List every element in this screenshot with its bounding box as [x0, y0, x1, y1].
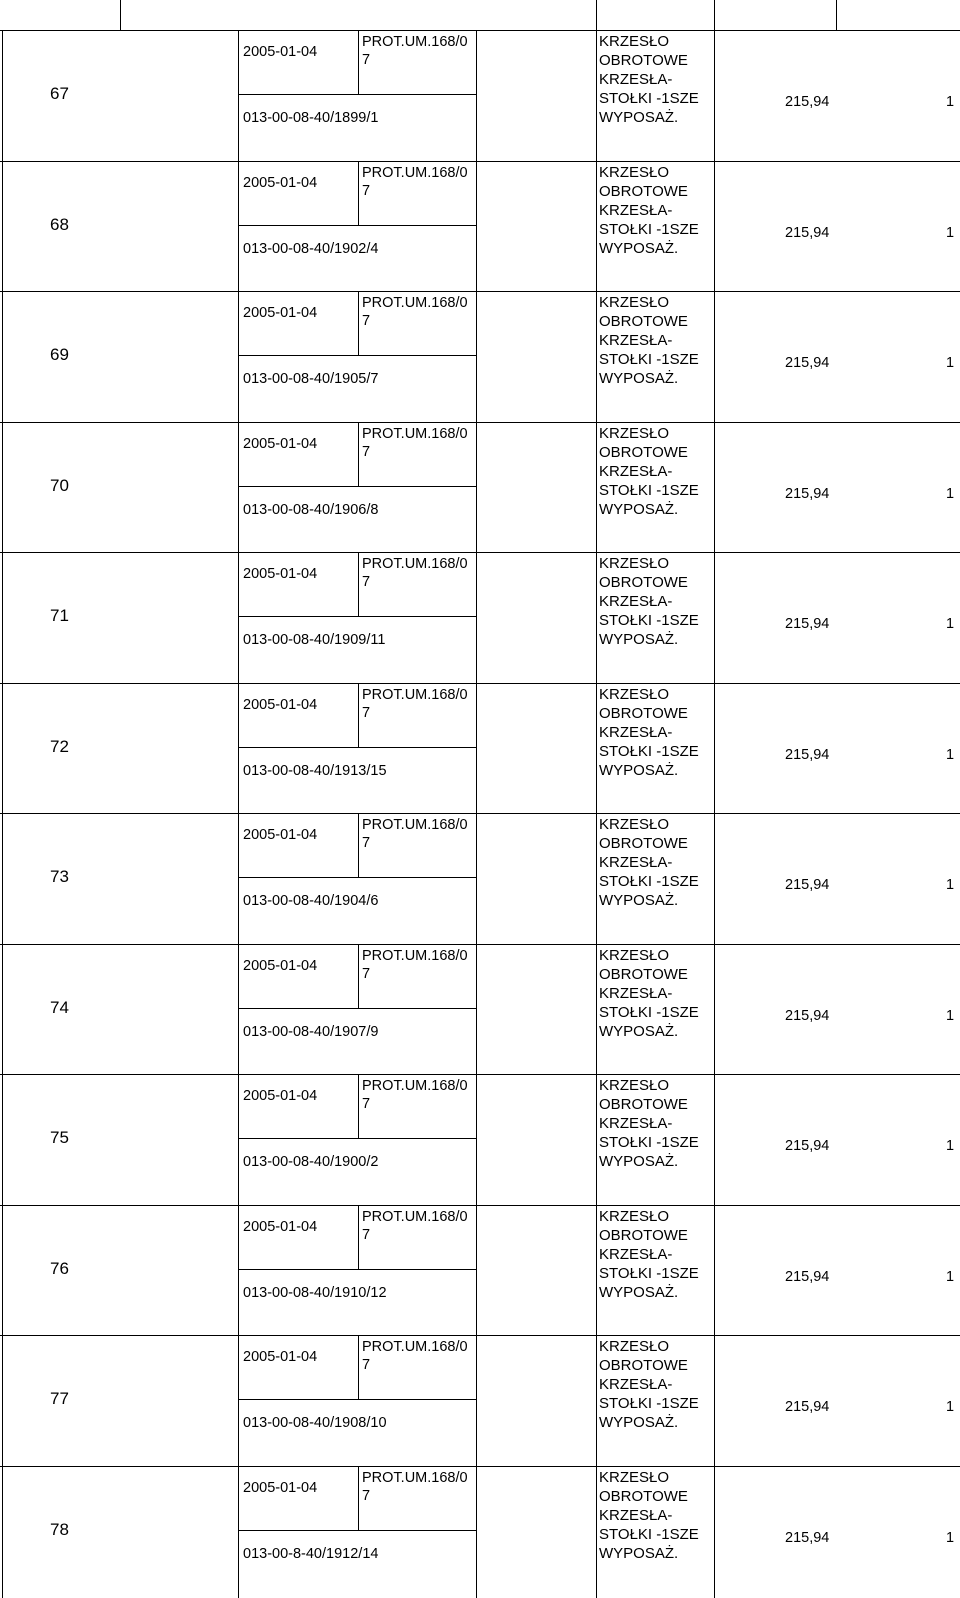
description-line: KRZESŁA- — [599, 71, 673, 88]
description-line: KRZESŁO — [599, 686, 670, 703]
column-divider — [714, 30, 715, 162]
price-cell: 215,94 — [785, 616, 830, 632]
protocol-line-2: 7 — [362, 183, 371, 199]
date-cell: 2005-01-04 — [243, 436, 318, 452]
row-border — [0, 422, 960, 423]
column-divider — [476, 1335, 477, 1467]
column-divider — [238, 944, 239, 1076]
row-border — [0, 552, 960, 553]
inner-divider — [238, 1138, 477, 1139]
date-cell: 2005-01-04 — [243, 305, 318, 321]
price-cell: 215,94 — [785, 1269, 830, 1285]
row-number: 76 — [50, 1259, 69, 1278]
description-line: OBROTOWE — [599, 444, 688, 461]
row-border — [0, 1466, 960, 1467]
protocol-line-2: 7 — [362, 705, 371, 721]
description-line: WYPOSAŻ. — [599, 1545, 679, 1562]
description-line: WYPOSAŻ. — [599, 370, 679, 387]
column-divider — [2, 813, 3, 945]
column-divider — [358, 161, 359, 225]
price-cell: 215,94 — [785, 747, 830, 763]
inner-divider — [238, 94, 477, 95]
column-divider — [238, 291, 239, 423]
column-divider — [596, 944, 597, 1076]
quantity-cell: 1 — [946, 616, 955, 632]
date-cell: 2005-01-04 — [243, 958, 318, 974]
inventory-number: 013-00-08-40/1904/6 — [243, 893, 379, 909]
inventory-number: 013-00-08-40/1913/15 — [243, 763, 387, 779]
column-divider — [714, 422, 715, 554]
description-line: OBROTOWE — [599, 1227, 688, 1244]
description-line: KRZESŁA- — [599, 1246, 673, 1263]
description-line: STOŁKI -1SZE — [599, 1265, 699, 1282]
description-line: KRZESŁA- — [599, 1507, 673, 1524]
column-divider — [238, 161, 239, 293]
column-divider — [2, 1335, 3, 1467]
column-divider — [238, 683, 239, 815]
inner-divider — [238, 877, 477, 878]
quantity-cell: 1 — [946, 1530, 955, 1546]
column-divider — [714, 1205, 715, 1337]
column-divider — [358, 291, 359, 355]
date-cell: 2005-01-04 — [243, 1219, 318, 1235]
description-line: WYPOSAŻ. — [599, 1153, 679, 1170]
description-line: STOŁKI -1SZE — [599, 1526, 699, 1543]
description-line: KRZESŁO — [599, 1077, 670, 1094]
description-line: KRZESŁO — [599, 816, 670, 833]
inner-divider — [238, 355, 477, 356]
quantity-cell: 1 — [946, 355, 955, 371]
inner-divider — [238, 747, 477, 748]
column-divider — [476, 422, 477, 554]
inventory-number: 013-00-08-40/1910/12 — [243, 1285, 387, 1301]
column-divider — [2, 944, 3, 1076]
inventory-number: 013-00-08-40/1906/8 — [243, 502, 379, 518]
column-divider — [2, 552, 3, 684]
price-cell: 215,94 — [785, 94, 830, 110]
column-divider — [476, 1466, 477, 1598]
column-divider — [714, 1335, 715, 1467]
inner-divider — [238, 1269, 477, 1270]
description-line: KRZESŁA- — [599, 985, 673, 1002]
description-line: WYPOSAŻ. — [599, 1414, 679, 1431]
column-divider — [238, 1074, 239, 1206]
column-divider — [2, 161, 3, 293]
column-divider — [238, 30, 239, 162]
column-divider — [238, 1335, 239, 1467]
column-divider — [596, 1074, 597, 1206]
column-divider — [358, 1205, 359, 1269]
description-line: STOŁKI -1SZE — [599, 351, 699, 368]
header-divider — [714, 0, 715, 30]
column-divider — [476, 291, 477, 423]
column-divider — [596, 30, 597, 162]
column-divider — [596, 291, 597, 423]
description-line: KRZESŁA- — [599, 1376, 673, 1393]
description-line: KRZESŁO — [599, 555, 670, 572]
column-divider — [596, 1205, 597, 1337]
column-divider — [714, 161, 715, 293]
description-line: KRZESŁO — [599, 1338, 670, 1355]
description-line: STOŁKI -1SZE — [599, 482, 699, 499]
column-divider — [238, 422, 239, 554]
header-divider — [596, 0, 597, 30]
row-number: 72 — [50, 737, 69, 756]
column-divider — [2, 683, 3, 815]
description-line: KRZESŁO — [599, 164, 670, 181]
row-number: 77 — [50, 1389, 69, 1408]
row-number: 75 — [50, 1128, 69, 1147]
column-divider — [358, 30, 359, 94]
description-line: STOŁKI -1SZE — [599, 221, 699, 238]
row-number: 71 — [50, 606, 69, 625]
protocol-line-2: 7 — [362, 1096, 371, 1112]
description-line: OBROTOWE — [599, 966, 688, 983]
description-line: STOŁKI -1SZE — [599, 612, 699, 629]
description-line: WYPOSAŻ. — [599, 240, 679, 257]
quantity-cell: 1 — [946, 225, 955, 241]
column-divider — [596, 1335, 597, 1467]
description-line: OBROTOWE — [599, 835, 688, 852]
inner-divider — [238, 1530, 477, 1531]
quantity-cell: 1 — [946, 877, 955, 893]
column-divider — [596, 683, 597, 815]
protocol-line-1: PROT.UM.168/0 — [362, 1209, 468, 1225]
column-divider — [476, 161, 477, 293]
row-number: 74 — [50, 998, 69, 1017]
row-border — [0, 683, 960, 684]
description-line: WYPOSAŻ. — [599, 501, 679, 518]
protocol-line-2: 7 — [362, 444, 371, 460]
column-divider — [596, 422, 597, 554]
description-line: KRZESŁO — [599, 294, 670, 311]
protocol-line-2: 7 — [362, 574, 371, 590]
protocol-line-2: 7 — [362, 1488, 371, 1504]
column-divider — [714, 813, 715, 945]
description-line: KRZESŁA- — [599, 202, 673, 219]
description-line: STOŁKI -1SZE — [599, 743, 699, 760]
description-line: OBROTOWE — [599, 183, 688, 200]
protocol-line-2: 7 — [362, 835, 371, 851]
column-divider — [238, 1205, 239, 1337]
description-line: STOŁKI -1SZE — [599, 1395, 699, 1412]
column-divider — [358, 683, 359, 747]
price-cell: 215,94 — [785, 1008, 830, 1024]
description-line: STOŁKI -1SZE — [599, 1004, 699, 1021]
description-line: OBROTOWE — [599, 1357, 688, 1374]
date-cell: 2005-01-04 — [243, 1480, 318, 1496]
column-divider — [714, 683, 715, 815]
quantity-cell: 1 — [946, 1269, 955, 1285]
description-line: KRZESŁO — [599, 947, 670, 964]
column-divider — [2, 30, 3, 162]
description-line: WYPOSAŻ. — [599, 631, 679, 648]
price-cell: 215,94 — [785, 1399, 830, 1415]
row-number: 78 — [50, 1520, 69, 1539]
protocol-line-1: PROT.UM.168/0 — [362, 34, 468, 50]
inventory-number: 013-00-08-40/1899/1 — [243, 110, 379, 126]
inner-divider — [238, 486, 477, 487]
protocol-line-1: PROT.UM.168/0 — [362, 165, 468, 181]
column-divider — [476, 30, 477, 162]
column-divider — [476, 552, 477, 684]
date-cell: 2005-01-04 — [243, 1349, 318, 1365]
column-divider — [714, 944, 715, 1076]
description-line: KRZESŁA- — [599, 463, 673, 480]
price-cell: 215,94 — [785, 486, 830, 502]
column-divider — [358, 422, 359, 486]
row-border — [0, 291, 960, 292]
column-divider — [2, 291, 3, 423]
header-divider — [120, 0, 121, 30]
description-line: STOŁKI -1SZE — [599, 1134, 699, 1151]
description-line: STOŁKI -1SZE — [599, 90, 699, 107]
row-number: 70 — [50, 476, 69, 495]
description-line: OBROTOWE — [599, 574, 688, 591]
row-border — [0, 944, 960, 945]
row-border — [0, 161, 960, 162]
row-border — [0, 1335, 960, 1336]
row-border — [0, 1205, 960, 1206]
inventory-number: 013-00-08-40/1907/9 — [243, 1024, 379, 1040]
inner-divider — [238, 1399, 477, 1400]
column-divider — [358, 944, 359, 1008]
row-number: 67 — [50, 84, 69, 103]
description-line: OBROTOWE — [599, 52, 688, 69]
date-cell: 2005-01-04 — [243, 175, 318, 191]
quantity-cell: 1 — [946, 1008, 955, 1024]
inventory-number: 013-00-08-40/1900/2 — [243, 1154, 379, 1170]
column-divider — [2, 1205, 3, 1337]
row-number: 69 — [50, 345, 69, 364]
protocol-line-2: 7 — [362, 1227, 371, 1243]
inventory-number: 013-00-08-40/1902/4 — [243, 241, 379, 257]
description-line: KRZESŁO — [599, 33, 670, 50]
protocol-line-1: PROT.UM.168/0 — [362, 1339, 468, 1355]
protocol-line-1: PROT.UM.168/0 — [362, 687, 468, 703]
protocol-line-1: PROT.UM.168/0 — [362, 295, 468, 311]
column-divider — [476, 813, 477, 945]
description-line: KRZESŁA- — [599, 1115, 673, 1132]
description-line: KRZESŁO — [599, 425, 670, 442]
description-line: WYPOSAŻ. — [599, 109, 679, 126]
date-cell: 2005-01-04 — [243, 566, 318, 582]
description-line: WYPOSAŻ. — [599, 1023, 679, 1040]
quantity-cell: 1 — [946, 1399, 955, 1415]
column-divider — [596, 813, 597, 945]
price-cell: 215,94 — [785, 1138, 830, 1154]
inner-divider — [238, 1008, 477, 1009]
column-divider — [2, 1466, 3, 1598]
price-cell: 215,94 — [785, 355, 830, 371]
description-line: OBROTOWE — [599, 705, 688, 722]
column-divider — [2, 422, 3, 554]
protocol-line-2: 7 — [362, 966, 371, 982]
column-divider — [714, 1074, 715, 1206]
protocol-line-1: PROT.UM.168/0 — [362, 817, 468, 833]
inner-divider — [238, 616, 477, 617]
row-number: 68 — [50, 215, 69, 234]
column-divider — [476, 1205, 477, 1337]
price-cell: 215,94 — [785, 1530, 830, 1546]
column-divider — [714, 1466, 715, 1598]
row-border — [0, 30, 960, 31]
date-cell: 2005-01-04 — [243, 44, 318, 60]
column-divider — [596, 552, 597, 684]
price-cell: 215,94 — [785, 225, 830, 241]
protocol-line-1: PROT.UM.168/0 — [362, 1078, 468, 1094]
date-cell: 2005-01-04 — [243, 1088, 318, 1104]
description-line: OBROTOWE — [599, 1488, 688, 1505]
description-line: KRZESŁO — [599, 1208, 670, 1225]
protocol-line-2: 7 — [362, 313, 371, 329]
description-line: WYPOSAŻ. — [599, 892, 679, 909]
column-divider — [714, 291, 715, 423]
inventory-number: 013-00-08-40/1909/11 — [243, 632, 386, 648]
column-divider — [238, 813, 239, 945]
description-line: WYPOSAŻ. — [599, 1284, 679, 1301]
description-line: KRZESŁA- — [599, 854, 673, 871]
quantity-cell: 1 — [946, 94, 955, 110]
description-line: STOŁKI -1SZE — [599, 873, 699, 890]
inventory-number: 013-00-08-40/1908/10 — [243, 1415, 387, 1431]
column-divider — [476, 1074, 477, 1206]
protocol-line-1: PROT.UM.168/0 — [362, 1470, 468, 1486]
description-line: KRZESŁA- — [599, 593, 673, 610]
description-line: OBROTOWE — [599, 313, 688, 330]
column-divider — [596, 1466, 597, 1598]
description-line: KRZESŁA- — [599, 724, 673, 741]
column-divider — [358, 552, 359, 616]
quantity-cell: 1 — [946, 1138, 955, 1154]
protocol-line-2: 7 — [362, 1357, 371, 1373]
column-divider — [358, 1335, 359, 1399]
description-line: KRZESŁA- — [599, 332, 673, 349]
protocol-line-1: PROT.UM.168/0 — [362, 556, 468, 572]
date-cell: 2005-01-04 — [243, 827, 318, 843]
column-divider — [596, 161, 597, 293]
column-divider — [358, 1466, 359, 1530]
description-line: WYPOSAŻ. — [599, 762, 679, 779]
protocol-line-1: PROT.UM.168/0 — [362, 948, 468, 964]
protocol-line-2: 7 — [362, 52, 371, 68]
quantity-cell: 1 — [946, 747, 955, 763]
price-cell: 215,94 — [785, 877, 830, 893]
row-border — [0, 813, 960, 814]
description-line: KRZESŁO — [599, 1469, 670, 1486]
header-divider — [836, 0, 837, 30]
row-number: 73 — [50, 867, 69, 886]
quantity-cell: 1 — [946, 486, 955, 502]
inventory-number: 013-00-08-40/1905/7 — [243, 371, 379, 387]
date-cell: 2005-01-04 — [243, 697, 318, 713]
column-divider — [476, 944, 477, 1076]
inner-divider — [238, 225, 477, 226]
inventory-number: 013-00-8-40/1912/14 — [243, 1546, 379, 1562]
description-line: OBROTOWE — [599, 1096, 688, 1113]
column-divider — [476, 683, 477, 815]
column-divider — [714, 552, 715, 684]
column-divider — [358, 813, 359, 877]
column-divider — [238, 552, 239, 684]
column-divider — [2, 1074, 3, 1206]
column-divider — [358, 1074, 359, 1138]
column-divider — [238, 1466, 239, 1598]
protocol-line-1: PROT.UM.168/0 — [362, 426, 468, 442]
row-border — [0, 1074, 960, 1075]
